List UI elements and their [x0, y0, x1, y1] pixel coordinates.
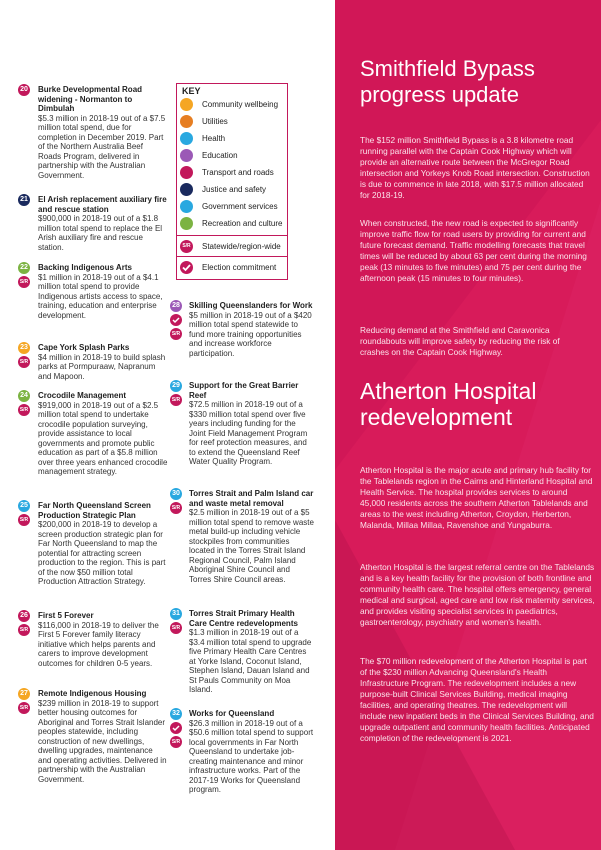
sr-icon: S/R: [170, 328, 182, 340]
sr-icon: S/R: [170, 394, 182, 406]
key-legend: KEY Community wellbeing Utilities Health Education Transport and roads Justice and safety Government services Recreation and culture S/R Statewide/region-wide Election commitment: [176, 83, 288, 280]
heading-atherton: Atherton Hospital redevelopment: [360, 378, 537, 430]
right-panel: [335, 0, 601, 850]
item-body: $5 million in 2018-19 out of a $420 million total spend statewide to fund more training opportunities and increase workforce participation.: [189, 310, 312, 358]
item-number-badge: 22: [18, 262, 30, 274]
item-body: $26.3 million in 2018-19 out of a $50.6 million total spend to support local governments in Far North Queensland to undertake job-creating maintenance and minor infrastructure works. Part of the 2017-19 Works for Queensland program.: [189, 718, 314, 794]
sr-icon: S/R: [180, 240, 193, 253]
key-title: KEY: [182, 86, 201, 96]
paragraph-5: Atherton Hospital is the largest referral centre on the Tablelands and is a key health facility for the provision of both frontline and community health care. The hospital offers emergency, general medical and surgical, aged care and low risk maternity services, and provides visiting specialist services in paediatrics, gastroenterology, psychiatry and women's health.: [360, 562, 595, 627]
item-body: $1 million in 2018-19 out of a $4.1 million total spend to provide Indigenous artists access to space, training, education and enterprise development.: [38, 272, 163, 320]
item-number-badge: 24: [18, 390, 30, 402]
sr-icon: S/R: [18, 276, 30, 288]
justice-icon: [180, 183, 193, 196]
item-title: El Arish replacement auxiliary fire and rescue station: [38, 195, 167, 214]
item-number-badge: 28: [170, 300, 182, 312]
item-body: $5.3 million in 2018-19 out of a $7.5 million total spend, due for completion in December 2019. Part of the Northern Australia Beef Roads Program, delivered in partnership with the Australian Government.: [38, 113, 166, 180]
recreation-icon: [180, 217, 193, 230]
item-title: Works for Queensland: [189, 709, 275, 718]
sr-icon: S/R: [18, 624, 30, 636]
item-number-badge: 29: [170, 380, 182, 392]
paragraph-1: The $152 million Smithfield Bypass is a 3.8 kilometre road running parallel with the Captain Cook Highway which will provide an alternative route between the McGregor Road intersection and Yorkeys Knob Road intersection. Construction is due to commence in late 2018, with $17.5 million allocated for 2018-19.: [360, 135, 590, 200]
paragraph-6: The $70 million redevelopment of the Atherton Hospital is part of the $230 million Advancing Queensland's Health Infrastructure Program. The redevelopment includes a new purpose-built Clinical Services Building, medical imaging facilities, and operating theatres. The redevelopment will include new inpatient beds in the Clinical Services Building, and upgrade outpatient and community health facilities. Anticipated completion of the redevelopment is 2021.: [360, 656, 594, 743]
item-title: Cape York Splash Parks: [38, 343, 130, 352]
education-icon: [180, 149, 193, 162]
item-number-badge: 20: [18, 84, 30, 96]
item-title: Torres Strait and Palm Island car and waste metal removal: [189, 489, 314, 508]
sr-icon: S/R: [18, 356, 30, 368]
item-number-badge: 23: [18, 342, 30, 354]
item-body: $200,000 in 2018-19 to develop a screen production strategic plan for Far North Queensland to map the potential for attracting screen production to the region. This is part of the now $50 million total Production Attraction Strategy.: [38, 520, 166, 586]
sr-icon: S/R: [18, 514, 30, 526]
sr-icon: S/R: [18, 702, 30, 714]
paragraph-3: Reducing demand at the Smithfield and Caravonica roundabouts will improve safety by reducing the risk of crashes on the Captain Cook Highway.: [360, 325, 560, 357]
item-title: Far North Queensland Screen Production Strategic Plan: [38, 501, 151, 520]
transport-icon: [180, 166, 193, 179]
sr-icon: S/R: [170, 502, 182, 514]
item-title: Crocodile Management: [38, 391, 127, 400]
utilities-icon: [180, 115, 193, 128]
item-number-badge: 32: [170, 708, 182, 720]
item-title: Torres Strait Primary Health Care Centre redevelopments: [189, 609, 298, 628]
item-number-badge: 26: [18, 610, 30, 622]
item-body: $919,000 in 2018-19 out of a $2.5 million total spend to undertake crocodile population surveying, provide assistance to local governments and promote public education as part of a $5.8 million over three years enhanced crocodile management strategy.: [38, 400, 168, 476]
item-number-badge: 30: [170, 488, 182, 500]
item-title: Remote Indigenous Housing: [38, 689, 147, 698]
item-body: $2.5 million in 2018-19 out of a $5 million total spend to remove waste metal build-up including vehicle stockpiles from communities located in the Torres Strait Island Regional Council, Palm Island Aboriginal Shire Council and Torres Shire Council areas.: [189, 508, 314, 584]
item-body: $900,000 in 2018-19 out of a $1.8 million total spend to replace the El Arish auxiliary fire and rescue station.: [38, 214, 163, 252]
health-icon: [180, 132, 193, 145]
item-body: $239 million in 2018-19 to support better housing outcomes for Aboriginal and Torres Strait Islander peoples statewide, including construction of new dwellings, dwelling upgrades, maintenance and operating activities. Delivered in partnership with the Australian Government.: [38, 698, 167, 784]
key-divider: [177, 235, 287, 236]
item-number-badge: 25: [18, 500, 30, 512]
item-title: Backing Indigenous Arts: [38, 263, 132, 272]
paragraph-2: When constructed, the new road is expected to significantly improve traffic flow for road users by providing for current and future forecast demand. Traffic modelling forecasts that travel times will be reduced by about 63 per cent during the morning peak (13 minutes to five minutes) and 75 per cent during the afternoon peak (15 minutes to four minutes).: [360, 218, 587, 283]
check-icon: [170, 722, 182, 734]
key-divider: [177, 256, 287, 257]
paragraph-4: Atherton Hospital is the major acute and primary hub facility for the Tablelands region in the Cairns and Hinterland Hospital and Health Service. The hospital provides services to around 45,000 residents across the southern Atherton Tablelands and areas to the west including Atherton, Croydon, Herberton, Malanda, Millaa Millaa, Ravenshoe and Yungaburra.: [360, 465, 593, 530]
item-number-badge: 27: [18, 688, 30, 700]
check-icon: [170, 314, 182, 326]
community-icon: [180, 98, 193, 111]
heading-smithfield: Smithfield Bypass progress update: [360, 56, 535, 107]
item-body: $116,000 in 2018-19 to deliver the First 5 Forever family literacy initiative which helps parents and carers to improve development outcomes for children 0-5 years.: [38, 620, 159, 668]
item-body: $72.5 million in 2018-19 out of a $330 million total spend over five years including funding for the Joint Field Management Program for reef protection measures, and to extend the Queensland Reef Water Quality Program.: [189, 400, 308, 466]
item-title: First 5 Forever: [38, 611, 94, 620]
sr-icon: S/R: [170, 736, 182, 748]
item-title: Burke Developmental Road widening - Normanton to Dimbulah: [38, 85, 143, 113]
check-icon: [180, 261, 193, 274]
item-body: $4 million in 2018-19 to build splash parks at Pormpuraaw, Napranum and Mapoon.: [38, 352, 166, 381]
item-number-badge: 21: [18, 194, 30, 206]
item-title: Support for the Great Barrier Reef: [189, 381, 299, 400]
item-number-badge: 31: [170, 608, 182, 620]
item-title: Skilling Queenslanders for Work: [189, 301, 313, 310]
government-icon: [180, 200, 193, 213]
sr-icon: S/R: [18, 404, 30, 416]
item-body: $1.3 million in 2018-19 out of a $3.4 million total spend to upgrade five Primary Health Care Centres at Yorke Island, Coconut Island, Stephen Island, Dauan Island and St Pauls Community on Moa Island.: [189, 628, 312, 694]
sr-icon: S/R: [170, 622, 182, 634]
